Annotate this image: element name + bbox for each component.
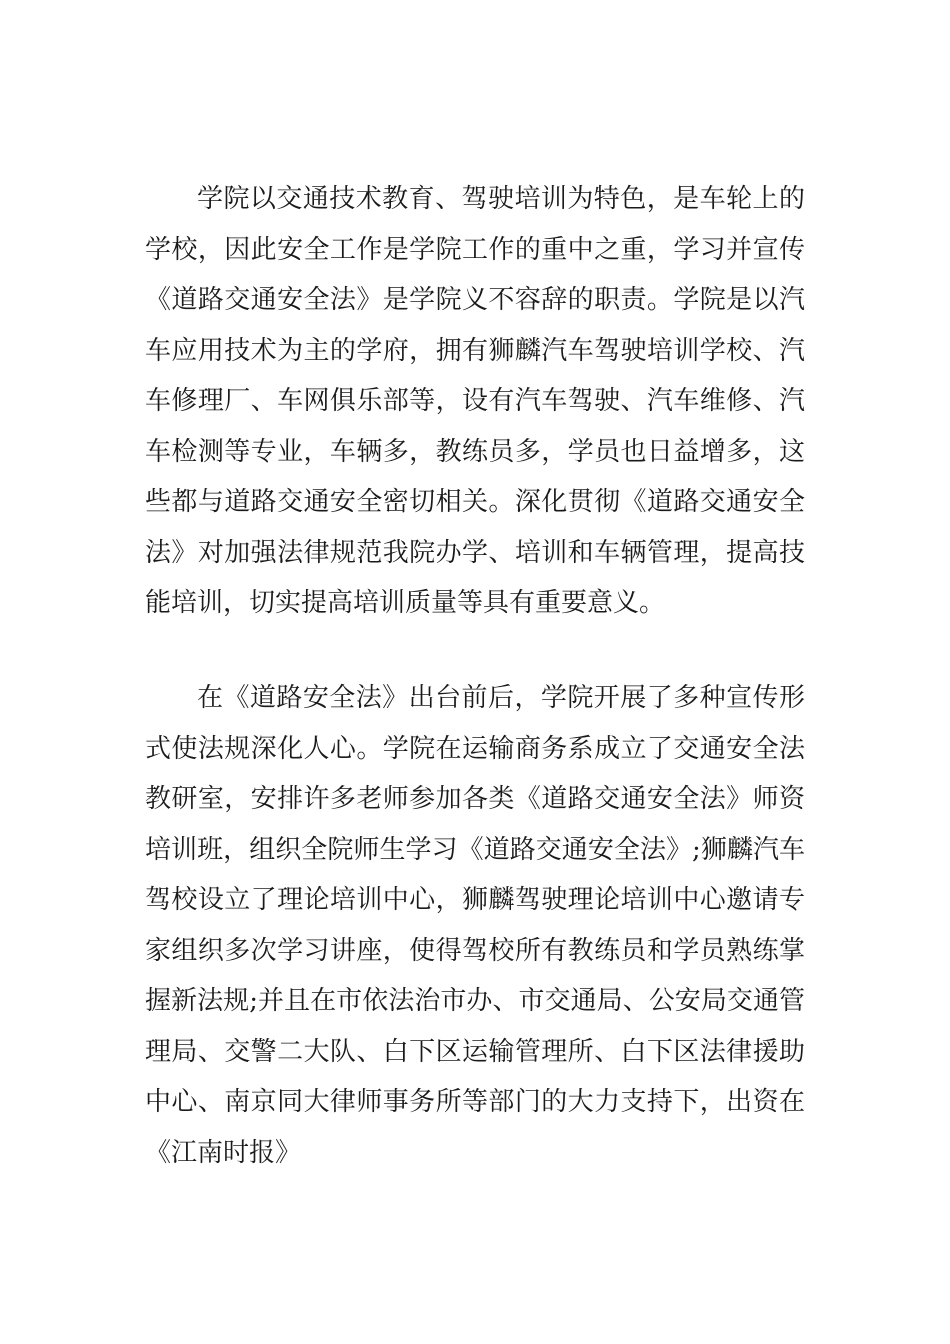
text-line: 培训班，组织全院师生学习《道路交通安全法》;狮麟汽车 <box>145 834 805 865</box>
text-line: 理局、交警二大队、白下区运输管理所、白下区法律援助 <box>145 1036 805 1067</box>
text-line: 学院以交通技术教育、驾驶培训为特色，是车轮上的 <box>197 184 805 214</box>
paragraph-1 <box>145 174 805 629</box>
text-line: 握新法规;并且在市依法治市办、市交通局、公安局交通管 <box>145 986 805 1016</box>
text-line: 车修理厂、车网俱乐部等，设有汽车驾驶、汽车维修、汽 <box>145 386 805 416</box>
text-line: 教研室，安排许多老师参加各类《道路交通安全法》师资 <box>145 784 805 814</box>
text-line: 法》对加强法律规范我院办学、培训和车辆管理，提高技 <box>145 537 805 568</box>
text-line: 《江南时报》 <box>145 1137 302 1168</box>
text-line: 学校，因此安全工作是学院工作的重中之重，学习并宣传 <box>145 234 805 265</box>
text-line: 家组织多次学习讲座，使得驾校所有教练员和学员熟练掌 <box>145 935 805 966</box>
text-line: 中心、南京同大律师事务所等部门的大力支持下，出资在 <box>145 1087 805 1117</box>
text-line: 车应用技术为主的学府，拥有狮麟汽车驾驶培训学校、汽 <box>145 335 805 366</box>
text-line: 驾校设立了理论培训中心，狮麟驾驶理论培训中心邀请专 <box>145 885 805 915</box>
text-line: 《道路交通安全法》是学院义不容辞的职责。学院是以汽 <box>145 285 805 315</box>
text-line: 车检测等专业，车辆多，教练员多，学员也日益增多，这 <box>145 436 805 467</box>
paragraph-2 <box>145 673 805 1178</box>
text-line: 些都与道路交通安全密切相关。深化贯彻《道路交通安全 <box>145 487 805 517</box>
text-line: 式使法规深化人心。学院在运输商务系成立了交通安全法 <box>145 733 805 764</box>
text-line: 能培训，切实提高培训质量等具有重要意义。 <box>145 588 666 618</box>
text-line: 在《道路安全法》出台前后，学院开展了多种宣传形 <box>197 683 805 713</box>
